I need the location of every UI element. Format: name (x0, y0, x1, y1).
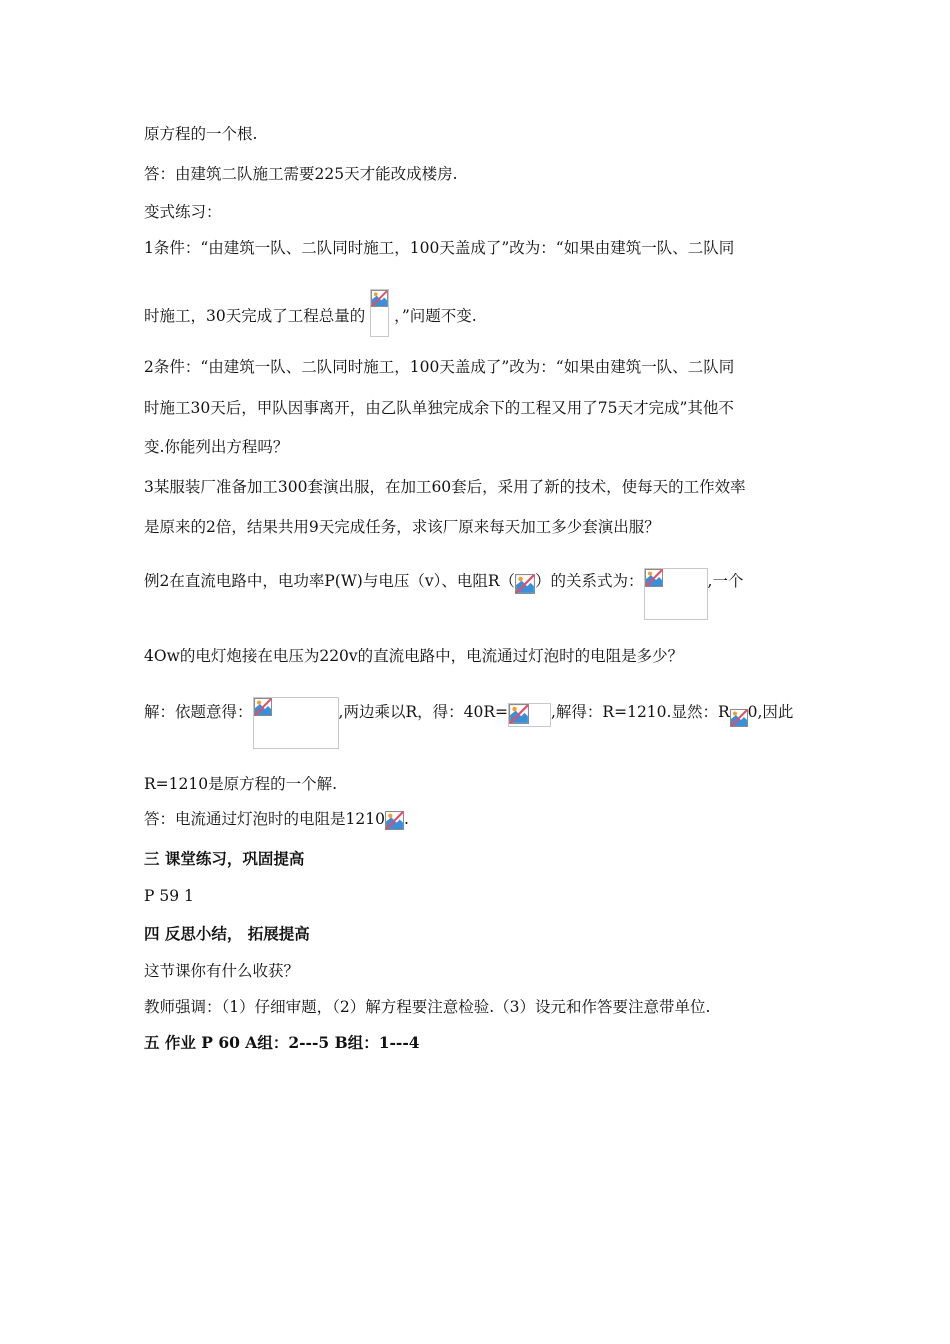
text-line: P 59 1 (144, 887, 194, 905)
section-heading: 三 课堂练习，巩固提高 (144, 849, 305, 868)
ohm-symbol-image (515, 574, 535, 594)
text-line: 原方程的一个根. (144, 125, 258, 143)
text-line: R=1210是原方程的一个解. (144, 775, 338, 793)
broken-image-icon (730, 709, 748, 727)
text-line: 2条件：“由建筑一队、二队同时施工，100天盖成了”改为：“如果由建筑一队、二队同 (144, 358, 735, 376)
text-line: 时施工30天后，甲队因事离开，由乙队单独完成余下的工程又用了75天才完成”其他不 (144, 399, 734, 417)
text-line (144, 809, 409, 830)
section-heading: 四 反思小结， 拓展提高 (144, 924, 310, 943)
text-line: 答：由建筑二队施工需要225天才能改成楼房. (144, 165, 458, 183)
text-fragment: 0,因此 (747, 703, 794, 721)
broken-image-icon (515, 574, 535, 594)
text-fragment: ,解得：R=1210.显然：R (551, 703, 730, 721)
ohm-symbol-image (385, 811, 404, 830)
text-line (144, 568, 743, 620)
broken-image-icon (645, 569, 663, 587)
text-line: 1条件：“由建筑一队、二队同时施工，100天盖成了”改为：“如果由建筑一队、二队同 (144, 239, 735, 257)
text-fragment: ）的关系式为： (535, 572, 644, 590)
text-fragment: 答：电流通过灯泡时的电阻是1210 (144, 810, 385, 828)
broken-image-icon (509, 704, 529, 724)
text-line: 4Ow的电灯炮接在电压为220v的直流电路中，电流通过灯泡时的电阻是多少？ (144, 647, 684, 665)
text-fragment: ,一个 (707, 572, 744, 590)
expression-image (508, 703, 551, 727)
text-fragment: ,两边乘以R，得：40R= (338, 703, 508, 721)
text-line: 3某服装厂准备加工300套演出服，在加工60套后，采用了新的技术，使每天的工作效率 (144, 478, 746, 496)
broken-image-icon (371, 290, 388, 307)
text-line (144, 697, 793, 749)
text-fragment: ，”问题不变. (394, 307, 477, 325)
broken-image-icon (254, 698, 272, 716)
text-line: 这节课你有什么收获？ (144, 962, 300, 980)
text-fragment: . (403, 810, 409, 828)
text-line: 变式练习： (144, 203, 222, 221)
text-fragment: 时施工，30天完成了工程总量的 (144, 307, 366, 325)
formula-image (644, 568, 708, 620)
text-fragment: 解：依题意得： (144, 703, 253, 721)
text-fragment: 例2在直流电路中，电功率P(W)与电压（v）、电阻R（ (144, 572, 515, 590)
text-line: 是原来的2倍，结果共用9天完成任务，求该厂原来每天加工多少套演出服？ (144, 518, 660, 536)
text-line (144, 306, 477, 337)
broken-image-icon (385, 811, 404, 830)
fraction-image (370, 289, 389, 337)
text-line: 教师强调：（1）仔细审题，（2）解方程要注意检验.（3）设元和作答要注意带单位. (144, 998, 711, 1016)
inequality-symbol-image (730, 709, 748, 727)
text-line: 变.你能列出方程吗？ (144, 438, 289, 456)
equation-image (253, 697, 339, 749)
section-heading: 五 作业 P 60 A组：2---5 B组：1---4 (144, 1033, 420, 1052)
